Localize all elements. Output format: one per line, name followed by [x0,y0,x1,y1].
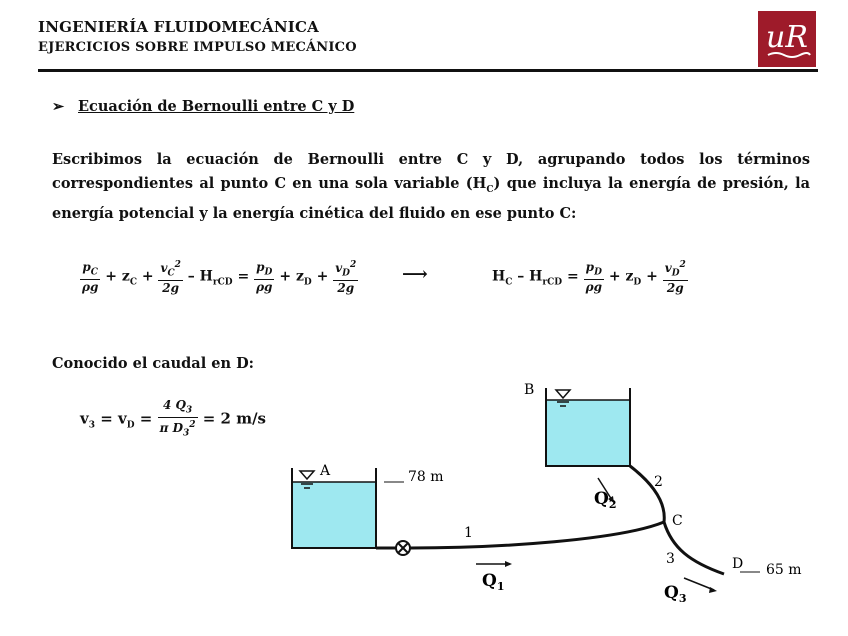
pipe-1-label: 1 [464,525,473,541]
intro-paragraph: Escribimos la ecuación de Bernoulli entre C y D, agrupando todos los términos correspondientes al punto C en una sola variable $(H_C)$ que incluya la energía de presión, la energía potencial y la energía cinética del fluido en ese punto C: [52,151,810,222]
q2-label: $Q_2$ [594,489,617,511]
pipe-1 [410,522,664,548]
flow-arrow-3-icon [684,578,717,593]
implies-arrow-icon: ⟶ [402,264,428,285]
header-title: INGENIERÍA FLUIDOMECÁNICA [38,18,319,36]
label-a: A [320,463,331,479]
water-level-a-icon [300,471,314,479]
label-c: C [672,513,683,529]
height-d-label: 65 m [766,562,802,578]
flow-known-label: Conocido el caudal en D: [52,355,255,372]
q3-label: $Q_3$ [664,583,687,605]
section-title: Ecuación de Bernoulli entre C y D [78,98,355,115]
bernoulli-equation-right: $H_C - H_{rCD}$ = $\frac{p_D}{\rho g}$ + $z_D$ + $\frac{v_D^2}{2g}$ [492,259,686,296]
water-level-b-icon [556,390,570,398]
reservoir-b-water [546,400,630,466]
logo-text: uR [766,20,808,55]
pipe-3-label: 3 [666,551,675,567]
reservoir-a-water [292,482,376,548]
flow-arrow-1-icon [476,561,512,567]
velocity-equation: $v_3 = v_D$ = $\frac{4 Q_3}{\pi D_3^2}$ = 2 m/s [80,398,266,439]
label-b: B [524,382,535,398]
header-subtitle: EJERCICIOS SOBRE IMPULSO MECÁNICO [38,40,357,55]
pipe-2-label: 2 [654,474,663,490]
height-a-label: 78 m [408,469,444,485]
label-d: D [732,556,744,572]
bernoulli-equation-left: $\frac{p_C}{\rho g}$ + $z_C$ + $\frac{v_C^2}{2g}$ – $H_{rCD}$ = $\frac{p_D}{\rho g}$ + $z_D$ + $\frac{v_D^2}{2g}$ [82,259,357,296]
bullet-arrow-icon: ➢ [52,98,65,115]
q1-label: $Q_1$ [482,571,505,593]
